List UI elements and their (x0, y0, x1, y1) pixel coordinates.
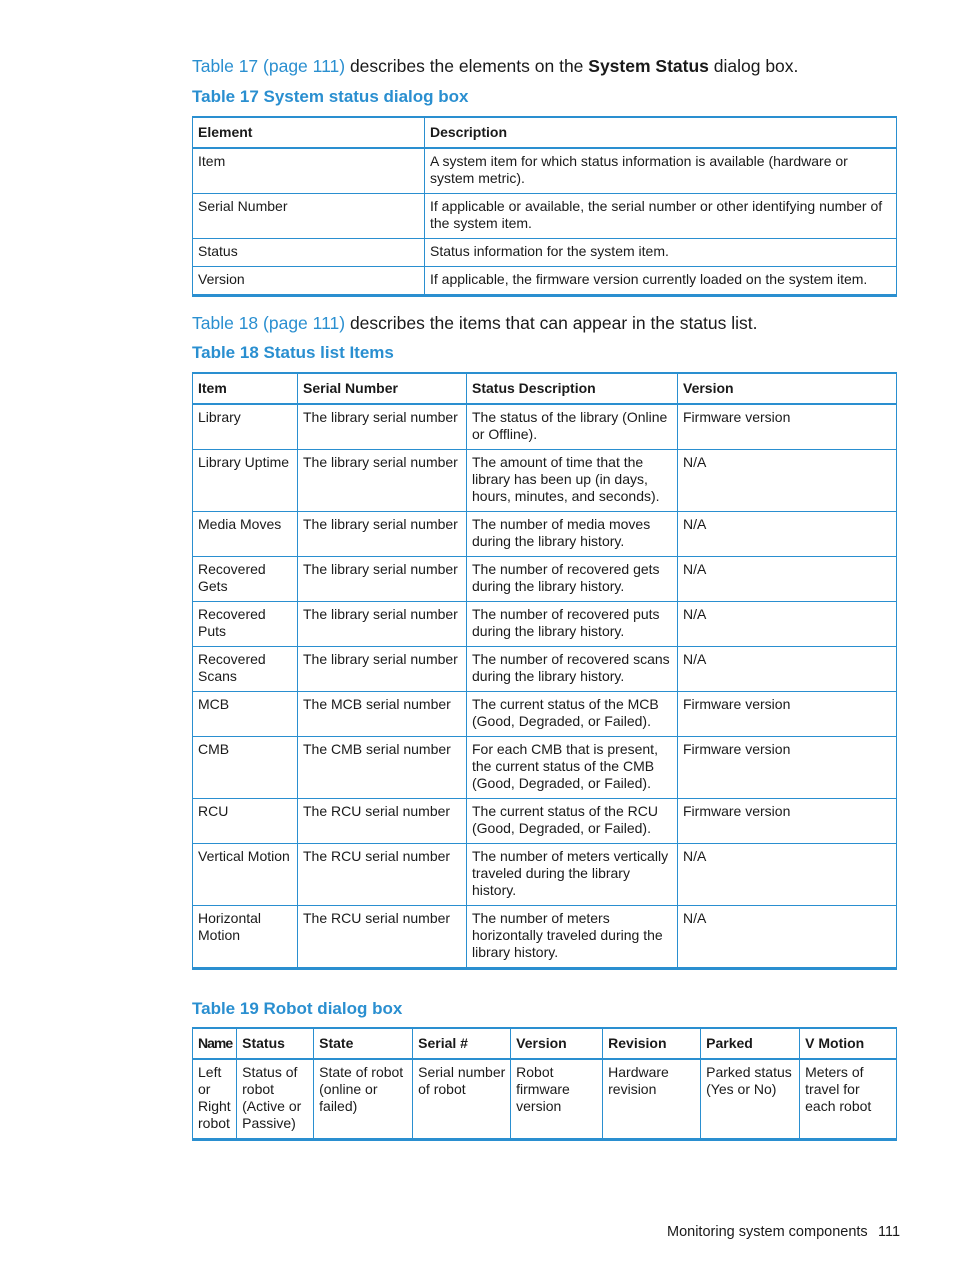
table-cell: The CMB serial number (298, 737, 467, 799)
table-row (193, 1059, 897, 1140)
table-cell: The number of recovered scans during the library history. (467, 647, 678, 692)
column-header: Item (193, 373, 298, 404)
table-cell: N/A (678, 647, 897, 692)
column-header: Parked (701, 1028, 800, 1059)
table-cell: N/A (678, 602, 897, 647)
table-cell: Horizontal Motion (193, 906, 298, 969)
table-cell: The number of media moves during the library history. (467, 512, 678, 557)
table-header-row (193, 1028, 897, 1059)
table-18-caption: Table 18 Status list Items (192, 343, 394, 362)
column-header: Serial # (413, 1028, 511, 1059)
table-cell: Meters of travel for each robot (800, 1059, 897, 1140)
table-cell: The library serial number (298, 512, 467, 557)
table-cell: Firmware version (678, 799, 897, 844)
table-cell: The amount of time that the library has been up (in days, hours, minutes, and seconds). (467, 450, 678, 512)
column-header: Element (193, 117, 425, 148)
table-cell: Library Uptime (193, 450, 298, 512)
table-cell: The library serial number (298, 557, 467, 602)
column-header: Status Description (467, 373, 678, 404)
page-number: 111 (878, 1224, 901, 1240)
column-header: Description (425, 117, 897, 148)
table-cell: N/A (678, 450, 897, 512)
table-cell: The RCU serial number (298, 844, 467, 906)
table-cell: N/A (678, 512, 897, 557)
table-row (193, 692, 897, 737)
table-row (193, 404, 897, 450)
table-cell: Recovered Gets (193, 557, 298, 602)
table-cell: Status (193, 239, 425, 267)
table-cell: The current status of the RCU (Good, Degraded, or Failed). (467, 799, 678, 844)
table-cell: Library (193, 404, 298, 450)
table-cell: Version (193, 267, 425, 296)
table-cell: The library serial number (298, 647, 467, 692)
column-header: State (314, 1028, 413, 1059)
column-header: V Motion (800, 1028, 897, 1059)
table-cell: The number of meters horizontally traveled during the library history. (467, 906, 678, 969)
table-cell: The status of the library (Online or Offline). (467, 404, 678, 450)
table-cell: The number of meters vertically traveled during the library history. (467, 844, 678, 906)
table-cell: Status of robot (Active or Passive) (237, 1059, 314, 1140)
table-cell: Parked status (Yes or No) (701, 1059, 800, 1140)
table-17-caption: Table 17 System status dialog box (192, 87, 469, 106)
table-cell: Status information for the system item. (425, 239, 897, 267)
table-row (193, 844, 897, 906)
table-19 (192, 1027, 897, 1141)
table-header-row (193, 117, 897, 148)
table-row (193, 512, 897, 557)
table-cell: Recovered Puts (193, 602, 298, 647)
table-cell: The MCB serial number (298, 692, 467, 737)
table-row (193, 267, 897, 296)
table-cell: Firmware version (678, 737, 897, 799)
table-17 (192, 116, 897, 297)
table-cell: Recovered Scans (193, 647, 298, 692)
footer-section-title: Monitoring system components (667, 1224, 868, 1240)
table-cell: The number of recovered puts during the library history. (467, 602, 678, 647)
table-header-row (193, 373, 897, 404)
intro-table-18: Table 18 (page 111) describes the items that can appear in the status list. (192, 313, 758, 333)
table-cell: The current status of the MCB (Good, Degraded, or Failed). (467, 692, 678, 737)
table-row (193, 602, 897, 647)
table-cell: Media Moves (193, 512, 298, 557)
table-row (193, 737, 897, 799)
table-cell: Serial number of robot (413, 1059, 511, 1140)
table-cell: Firmware version (678, 404, 897, 450)
table-cell: For each CMB that is present, the current status of the CMB (Good, Degraded, or Failed). (467, 737, 678, 799)
table-cell: The library serial number (298, 602, 467, 647)
column-header: Version (511, 1028, 603, 1059)
table-17-link[interactable]: Table 17 (page 111) (192, 56, 346, 76)
column-header: Revision (603, 1028, 701, 1059)
table-cell: MCB (193, 692, 298, 737)
table-cell: Robot firmware version (511, 1059, 603, 1140)
table-cell: N/A (678, 557, 897, 602)
table-cell: Item (193, 148, 425, 194)
table-row (193, 450, 897, 512)
table-cell: A system item for which status information is available (hardware or system metric). (425, 148, 897, 194)
table-cell: The library serial number (298, 450, 467, 512)
column-header: Name (193, 1028, 237, 1059)
table-row (193, 647, 897, 692)
table-row (193, 557, 897, 602)
table-19-caption: Table 19 Robot dialog box (192, 999, 403, 1018)
table-cell: If applicable, the firmware version currently loaded on the system item. (425, 267, 897, 296)
table-cell: Firmware version (678, 692, 897, 737)
table-cell: RCU (193, 799, 298, 844)
table-cell: State of robot (online or failed) (314, 1059, 413, 1140)
table-18 (192, 372, 897, 970)
table-row (193, 194, 897, 239)
table-cell: The RCU serial number (298, 906, 467, 969)
table-cell: CMB (193, 737, 298, 799)
table-cell: N/A (678, 844, 897, 906)
column-header: Version (678, 373, 897, 404)
table-cell: The library serial number (298, 404, 467, 450)
table-row (193, 799, 897, 844)
table-cell: Hardware revision (603, 1059, 701, 1140)
table-cell: The RCU serial number (298, 799, 467, 844)
table-row (193, 148, 897, 194)
table-cell: N/A (678, 906, 897, 969)
intro-table-17: Table 17 (page 111) describes the elements on the System Status dialog box. (192, 56, 799, 76)
table-cell: Serial Number (193, 194, 425, 239)
table-18-link[interactable]: Table 18 (page 111) (192, 313, 346, 333)
column-header: Serial Number (298, 373, 467, 404)
column-header: Status (237, 1028, 314, 1059)
table-cell: If applicable or available, the serial number or other identifying number of the system item. (425, 194, 897, 239)
table-row (193, 239, 897, 267)
table-cell: Vertical Motion (193, 844, 298, 906)
table-cell: The number of recovered gets during the library history. (467, 557, 678, 602)
table-row (193, 906, 897, 969)
table-cell: Left or Right robot (193, 1059, 237, 1140)
